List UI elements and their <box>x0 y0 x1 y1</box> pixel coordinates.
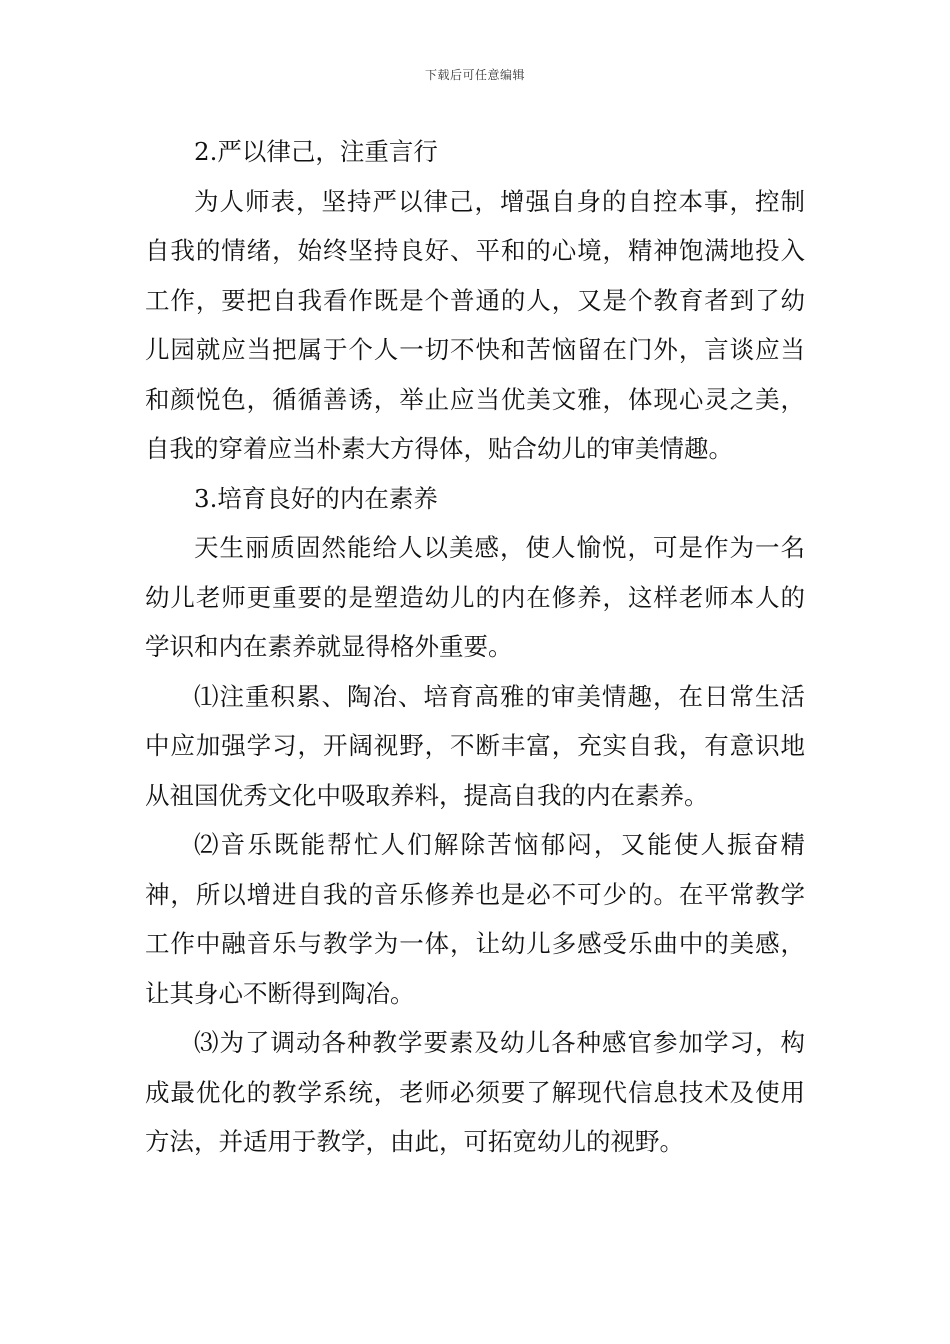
section-heading-3: 3.培育良好的内在素养 <box>194 483 438 513</box>
paragraph-inner-quality: 天生丽质固然能给人以美感，使人愉悦，可是作为一名幼儿老师更重要的是塑造幼儿的内在修养，这样老师本人的学识和内在素养就显得格外重要。 <box>145 533 805 661</box>
section-heading-2: 2.严以律己，注重言行 <box>194 137 438 166</box>
list-item-3: ⑶为了调动各种教学要素及幼儿各种感官参加学习，构成最优化的教学系统，老师必须要了解现代信息技术及使用方法，并适用于教学，由此，可拓宽幼儿的视野。 <box>145 1028 805 1156</box>
list-item-1: ⑴注重积累、陶冶、培育高雅的审美情趣，在日常生活中应加强学习，开阔视野，不断丰富，充实自我，有意识地从祖国优秀文化中吸取养料，提高自我的内在素养。 <box>145 681 805 810</box>
document-body <box>145 127 805 1167</box>
paragraph-self-discipline: 为人师表，坚持严以律己，增强自身的自控本事，控制自我的情绪，始终坚持良好、平和的心境，精神饱满地投入工作，要把自我看作既是个普通的人，又是个教育者到了幼儿园就应当把属于个人一切不快和苦恼留在门外，言谈应当和颜悦色，循循善诱，举止应当优美文雅，体现心灵之美，自我的穿着应当朴素大方得体，贴合幼儿的审美情趣。 <box>145 186 805 463</box>
list-item-2: ⑵音乐既能帮忙人们解除苦恼郁闷，又能使人振奋精神，所以增进自我的音乐修养也是必不可少的。在平常教学工作中融音乐与教学为一体，让幼儿多感受乐曲中的美感，让其身心不断得到陶冶。 <box>145 830 805 1008</box>
page-header: 下载后可任意编辑 <box>424 68 525 82</box>
